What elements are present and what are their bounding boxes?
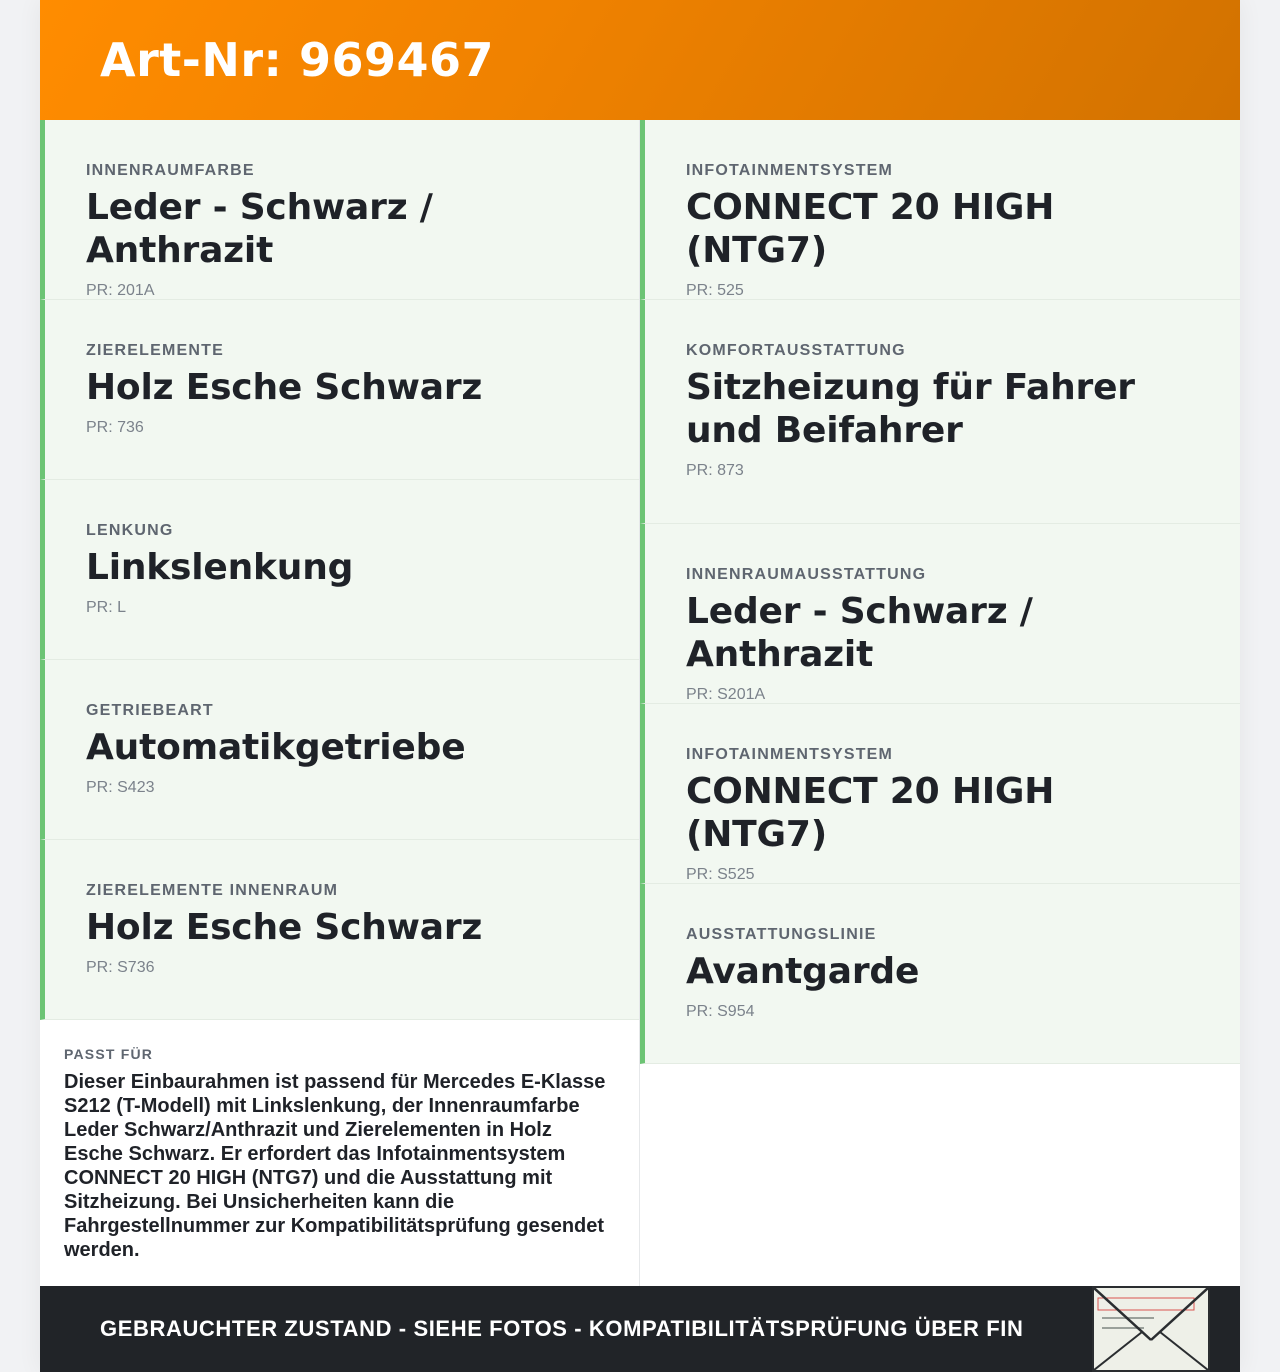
attribute-category: KOMFORTAUSSTATTUNG xyxy=(686,342,906,359)
attribute-value: Avantgarde xyxy=(686,951,920,992)
attribute-value: Sitzheizung für Fahrer und Beifahrer xyxy=(686,367,1135,451)
attribute-card xyxy=(40,480,639,660)
attribute-value: Leder - Schwarz / Anthrazit xyxy=(86,187,433,271)
product-sheet xyxy=(40,0,1240,1372)
attribute-pr-code: PR: 736 xyxy=(86,419,144,436)
attribute-category: ZIERELEMENTE INNENRAUM xyxy=(86,882,339,899)
compatibility-label: PASST FÜR xyxy=(64,1046,154,1062)
attribute-pr-code: PR: 525 xyxy=(686,282,744,299)
attribute-card xyxy=(40,660,639,840)
attribute-pr-code: PR: S736 xyxy=(86,959,155,976)
attribute-pr-code: PR: S423 xyxy=(86,779,155,796)
attribute-card xyxy=(640,524,1240,704)
attribute-card xyxy=(640,300,1240,524)
attribute-category: AUSSTATTUNGSLINIE xyxy=(686,926,877,943)
attribute-category: INFOTAINMENTSYSTEM xyxy=(686,746,894,763)
attribute-value: Holz Esche Schwarz xyxy=(86,907,483,948)
article-number-title: Art-Nr: 969467 xyxy=(100,33,495,87)
compatibility-section xyxy=(40,1020,639,1262)
attribute-category: LENKUNG xyxy=(86,522,174,539)
header-bar xyxy=(40,0,1240,120)
attribute-card xyxy=(40,300,639,480)
attribute-category: INNENRAUMFARBE xyxy=(86,162,255,179)
attribute-pr-code: PR: S201A xyxy=(686,686,766,703)
attribute-pr-code: PR: S525 xyxy=(686,866,755,883)
attribute-value: CONNECT 20 HIGH (NTG7) xyxy=(686,771,1055,855)
attribute-value: Automatikgetriebe xyxy=(86,727,466,768)
footer-notice: GEBRAUCHTER ZUSTAND - SIEHE FOTOS - KOMPATIBILITÄTSPRÜFUNG ÜBER FIN xyxy=(100,1316,1024,1341)
envelope-icon xyxy=(1092,1286,1210,1372)
attribute-pr-code: PR: 873 xyxy=(686,462,744,479)
attribute-value: Linkslenkung xyxy=(86,547,354,588)
attribute-category: INNENRAUMAUSSTATTUNG xyxy=(686,566,927,583)
compatibility-description: Dieser Einbaurahmen ist passend für Mercedes E-Klasse S212 (T-Modell) mit Linkslenkung, der Innenraumfarbe Leder Schwarz/Anthrazit und Zierelementen in Holz Esche Schwarz. Er erfordert das Infotainmentsystem CONNECT 20 HIGH (NTG7) und die Ausstattung mit Sitzheizung. Bei Unsicherheiten kann die Fahrgestellnummer zur Kompatibilitätsprüfung gesendet werden. xyxy=(64,1071,606,1261)
attribute-category: INFOTAINMENTSYSTEM xyxy=(686,162,894,179)
attribute-value: CONNECT 20 HIGH (NTG7) xyxy=(686,187,1055,271)
attribute-pr-code: PR: S954 xyxy=(686,1003,755,1020)
attribute-card xyxy=(640,120,1240,300)
attribute-columns xyxy=(40,120,1240,1286)
left-column xyxy=(40,120,640,1286)
attribute-pr-code: PR: 201A xyxy=(86,282,155,299)
attribute-category: GETRIEBEART xyxy=(86,702,214,719)
attribute-card xyxy=(640,884,1240,1064)
right-column xyxy=(640,120,1240,1286)
attribute-card xyxy=(40,120,639,300)
attribute-card xyxy=(640,704,1240,884)
footer-bar xyxy=(40,1286,1240,1372)
attribute-value: Leder - Schwarz / Anthrazit xyxy=(686,591,1033,675)
attribute-pr-code: PR: L xyxy=(86,599,127,616)
attribute-category: ZIERELEMENTE xyxy=(86,342,224,359)
attribute-card xyxy=(40,840,639,1020)
attribute-value: Holz Esche Schwarz xyxy=(86,367,483,408)
